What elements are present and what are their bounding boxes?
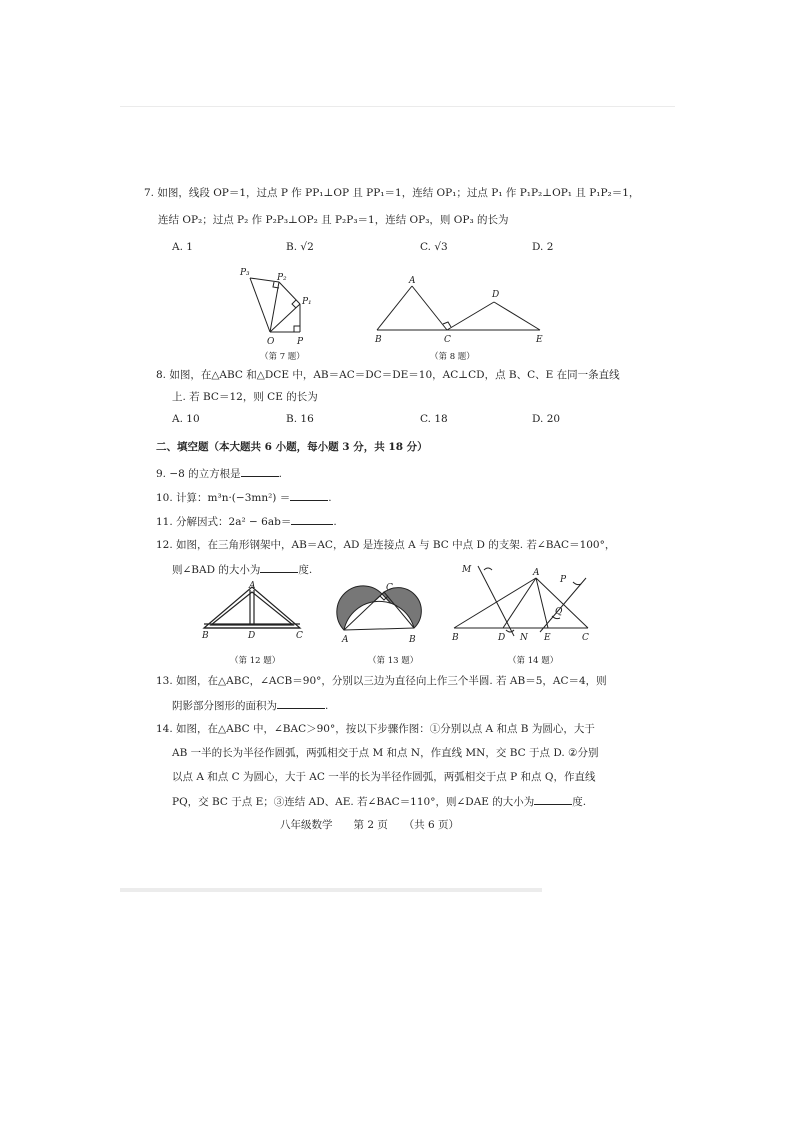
figure-q8 [372,272,552,352]
q8-line2: 上. 若 BC＝12，则 CE 的长为 [172,391,318,403]
q9-line [156,466,282,481]
q14-line1: 14. 如图，在△ABC 中，∠BAC＞90°，按以下步骤作图：①分别以点 A 和点 B 为圆心，大于 [156,723,595,735]
q13-line2 [172,698,328,713]
q7-label-o: O [267,337,275,347]
q11-text: 11. 分解因式：2a² − 6ab＝ [156,516,292,528]
q10-answer-blank[interactable] [290,490,328,501]
q9-end: . [278,468,283,480]
q7-option-d: D. 2 [532,241,554,253]
section-2-heading: 二、填空题（本大题共 6 小题，每小题 3 分，共 18 分） [156,441,428,453]
q8-label-d: D [492,290,500,300]
q8-option-b: B. 16 [286,413,314,425]
q12-answer-blank[interactable] [260,562,298,573]
q7-label-p1: P₁ [302,297,312,307]
q14-end: 度. [572,796,587,808]
q8-option-c: C. 18 [420,413,448,425]
figure-q12 [198,580,310,646]
q11-end: . [333,516,337,528]
q13-answer-blank[interactable] [277,698,325,709]
q8-caption: （第 8 题） [430,352,475,362]
q7-label-p: P [297,337,304,347]
q10-end: . [328,492,332,504]
q14-label-a: A [533,568,540,578]
q12-label-a: A [249,581,256,591]
q10-text: 10. 计算：m³n·(−3mn²) ＝ [156,492,291,504]
q12-line2 [172,562,312,577]
q14-label-q: Q [555,607,563,617]
q12-text: 则∠BAD 的大小为 [172,564,261,576]
q12-label-c: C [296,631,303,641]
q10-line [156,490,332,505]
q7-label-p3: P₃ [240,268,250,278]
q12-label-d: D [248,631,256,641]
top-rule [120,106,675,107]
q8-option-d: D. 20 [532,413,561,425]
q7-option-a: A. 1 [172,241,193,253]
q9-answer-blank[interactable] [241,466,279,477]
q13-caption: （第 13 题） [368,656,419,666]
q7-option-b: B. √2 [286,241,314,253]
q14-label-p: P [560,575,567,585]
q14-label-c: C [582,633,589,643]
q13-label-b: B [409,635,416,645]
q14-answer-blank[interactable] [534,794,572,805]
q14-label-d: D [498,633,506,643]
q14-label-n: N [520,633,528,643]
figure-q14 [448,564,598,646]
q13-label-c: C [386,583,393,593]
q8-option-a: A. 10 [172,413,200,425]
q14-line4 [172,794,586,809]
q8-line1: 8. 如图，在△ABC 和△DCE 中，AB＝AC＝DC＝DE＝10，AC⊥CD，点 B、C、E 在同一条直线 [156,369,620,381]
q14-text: PQ，交 BC 于点 E；③连结 AD、AE. 若∠BAC＝110°，则∠DAE 的大小为 [172,796,535,808]
figure-q7 [230,264,320,354]
q7-label-p2: P₂ [277,273,287,283]
figure-q13 [336,580,436,650]
q14-line3: 以点 A 和点 C 为圆心，大于 AC 一半的长为半径作圆弧，两弧相交于点 P 和点 Q，作直线 [172,771,596,783]
q8-label-b: B [375,335,382,345]
q8-label-c: C [444,335,451,345]
q14-label-m: M [462,565,472,575]
q12-line1: 12. 如图，在三角形钢架中，AB＝AC，AD 是连接点 A 与 BC 中点 D 的支架. 若∠BAC＝100°， [156,539,616,551]
q14-label-b: B [452,633,459,643]
q13-end: . [325,700,329,712]
q14-label-e: E [544,633,551,643]
q12-label-b: B [202,631,209,641]
page-footer: 八年级数学 第 2 页 （共 6 页） [280,819,459,831]
q8-label-e: E [536,335,543,345]
q7-line2: 连结 OP₂；过点 P₂ 作 P₂P₃⊥OP₂ 且 P₂P₃＝1，连结 OP₃，则 OP₃ 的长为 [158,214,509,226]
q7-option-c: C. √3 [420,241,448,253]
q14-caption: （第 14 题） [508,656,559,666]
q12-end: 度. [298,564,313,576]
q12-caption: （第 12 题） [230,656,281,666]
bottom-rule [120,888,542,892]
q9-text: 9. −8 的立方根是 [156,468,241,480]
q13-text: 阴影部分图形的面积为 [172,700,277,712]
q7-caption: （第 7 题） [260,352,305,362]
q13-label-a: A [342,635,349,645]
q14-line2: AB 一半的长为半径作圆弧，两弧相交于点 M 和点 N，作直线 MN，交 BC 于点 D. ②分别 [172,747,599,759]
q13-line1: 13. 如图，在△ABC，∠ACB＝90°，分别以三边为直径向上作三个半圆. 若 AB＝5，AC＝4，则 [156,675,607,687]
q8-label-a: A [409,276,416,286]
q11-answer-blank[interactable] [291,514,333,525]
q7-line1: 7. 如图，线段 OP＝1，过点 P 作 PP₁⊥OP 且 PP₁＝1，连结 OP₁；过点 P₁ 作 P₁P₂⊥OP₁ 且 P₁P₂＝1， [144,187,640,199]
q11-line [156,514,337,529]
